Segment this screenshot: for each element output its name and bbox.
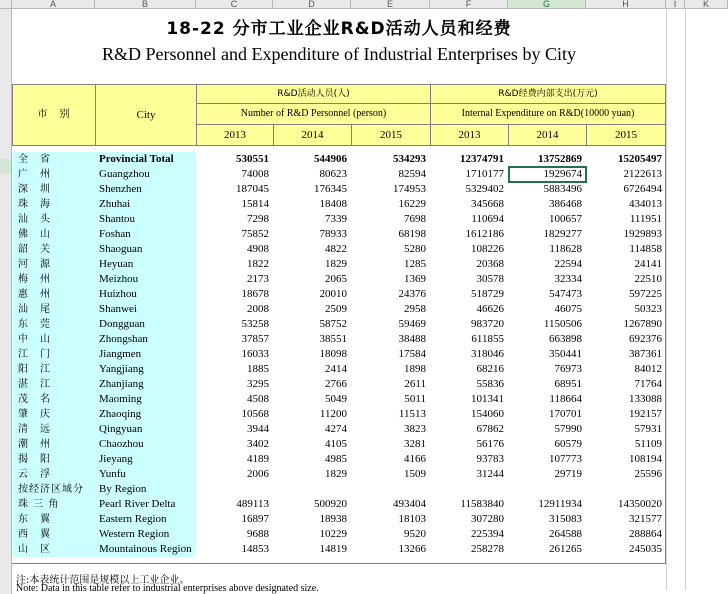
header-year: 2014 [273,124,352,146]
selected-cell[interactable] [508,166,587,183]
data-cell[interactable]: 25596 [634,468,662,480]
table-border [665,84,666,564]
data-cell[interactable]: 11200 [319,408,347,420]
data-cell[interactable]: 1822 [247,258,269,270]
data-cell[interactable]: 4189 [247,453,269,465]
data-cell[interactable]: 170701 [549,408,582,420]
data-cell[interactable]: 547473 [549,288,582,300]
data-cell[interactable]: 386468 [549,198,582,210]
row-header[interactable] [0,429,12,444]
data-cell[interactable]: 5011 [404,393,426,405]
data-cell[interactable]: 1885 [247,363,269,375]
row-name-chinese[interactable]: 潮 州 [12,437,95,452]
row-header[interactable] [0,474,12,489]
data-cell[interactable]: 18408 [319,198,347,210]
data-cell[interactable]: 9520 [404,528,426,540]
data-cell[interactable]: 51109 [634,438,662,450]
data-cell[interactable]: 4985 [325,453,347,465]
data-cell[interactable]: 101341 [471,393,504,405]
data-cell[interactable]: 56176 [476,438,504,450]
data-cell[interactable]: 10568 [241,408,269,420]
row-name-chinese[interactable]: 山 区 [12,542,95,557]
row-header[interactable] [0,339,12,354]
data-cell[interactable]: 7698 [404,213,426,225]
data-cell[interactable]: 18098 [319,348,347,360]
row-header[interactable] [0,324,12,339]
row-name-chinese[interactable]: 梅 州 [12,272,95,287]
data-cell[interactable]: 110694 [471,213,504,225]
data-cell[interactable]: 534293 [393,153,426,165]
data-cell[interactable]: 18938 [319,513,347,525]
row-name-chinese[interactable]: 惠 州 [12,287,95,302]
data-cell[interactable]: 32334 [554,273,582,285]
row-name-english[interactable]: Dongguan [95,317,196,332]
data-cell[interactable] [430,482,508,497]
data-cell[interactable]: 37857 [241,333,269,345]
row-name-chinese[interactable]: 广 州 [12,167,95,182]
row-name-english[interactable]: Chaozhou [95,437,196,452]
row-header[interactable] [0,294,12,309]
row-name-chinese[interactable]: 湛 江 [12,377,95,392]
data-cell[interactable]: 57931 [634,423,662,435]
data-cell[interactable] [586,482,666,497]
row-header[interactable] [0,534,12,549]
data-cell[interactable]: 46075 [554,303,582,315]
row-name-english[interactable]: Maoming [95,392,196,407]
data-cell[interactable]: 544906 [314,153,347,165]
data-cell[interactable]: 14819 [319,543,347,555]
data-cell[interactable]: 108194 [629,453,662,465]
data-cell[interactable]: 2414 [325,363,347,375]
data-cell[interactable]: 14853 [241,543,269,555]
data-cell[interactable]: 67862 [476,423,504,435]
data-cell[interactable]: 68951 [554,378,582,390]
table-title-chinese: 18-22 分市工业企业R&D活动人员和经费 [166,19,512,39]
row-name-chinese[interactable]: 清 远 [12,422,95,437]
data-cell[interactable]: 57990 [554,423,582,435]
header-year: 2014 [508,124,587,146]
data-cell[interactable]: 108226 [471,243,504,255]
data-cell[interactable]: 29719 [554,468,582,480]
row-name-english[interactable]: Shanwei [95,302,196,317]
data-cell[interactable]: 60579 [554,438,582,450]
data-cell[interactable]: 264588 [549,528,582,540]
row-header[interactable] [0,249,12,264]
data-cell[interactable]: 16033 [241,348,269,360]
data-cell[interactable]: 53258 [241,318,269,330]
row-header[interactable] [0,504,12,519]
data-cell[interactable]: 9688 [247,528,269,540]
data-cell[interactable]: 493404 [393,498,426,510]
header-personnel-cn: R&D活动人员(人) [196,84,431,104]
row-name-english[interactable]: Shenzhen [95,182,196,197]
row-name-english[interactable]: Zhuhai [95,197,196,212]
row-name-chinese[interactable]: 珠 海 [12,197,95,212]
data-cell[interactable]: 518729 [471,288,504,300]
column-header-b[interactable]: B [95,0,196,9]
data-cell[interactable]: 489113 [236,498,269,510]
column-header-d[interactable]: D [273,0,351,9]
row-name-chinese[interactable]: 肇 庆 [12,407,95,422]
row-name-chinese[interactable]: 揭 阳 [12,452,95,467]
row-header[interactable] [0,309,12,324]
data-cell[interactable]: 5280 [404,243,426,255]
data-cell[interactable]: 2958 [404,303,426,315]
row-header[interactable] [0,204,12,219]
column-header-f[interactable]: F [430,0,508,9]
row-header[interactable] [0,189,12,204]
data-cell[interactable]: 12374791 [460,153,504,165]
data-cell[interactable]: 2509 [325,303,347,315]
row-header[interactable] [0,354,12,369]
row-name-chinese[interactable]: 韶 关 [12,242,95,257]
row-header[interactable] [0,369,12,384]
data-cell[interactable]: 11583840 [460,498,504,510]
row-name-chinese[interactable]: 中 山 [12,332,95,347]
data-cell[interactable]: 38551 [319,333,347,345]
row-header[interactable] [0,399,12,414]
data-cell[interactable]: 1369 [404,273,426,285]
row-name-chinese[interactable]: 茂 名 [12,392,95,407]
row-header[interactable] [0,564,12,579]
data-cell[interactable]: 5883496 [543,183,582,195]
data-cell[interactable]: 321577 [629,513,662,525]
data-cell[interactable]: 350441 [549,348,582,360]
row-name-english[interactable]: Guangzhou [95,167,196,182]
row-name-english[interactable]: Foshan [95,227,196,242]
row-header[interactable] [0,549,12,564]
row-header[interactable] [0,489,12,504]
row-name-english[interactable]: Heyuan [95,257,196,272]
row-name-chinese[interactable]: 阳 江 [12,362,95,377]
column-header-a[interactable]: A [12,0,95,9]
row-header[interactable] [0,264,12,279]
data-cell[interactable]: 100657 [549,213,582,225]
data-cell[interactable]: 318046 [471,348,504,360]
header-expenditure-en: Internal Expenditure on R&D(10000 yuan) [430,103,666,125]
data-cell[interactable]: 1150506 [543,318,582,330]
data-cell[interactable]: 1612186 [465,228,504,240]
data-cell[interactable]: 118628 [549,243,582,255]
row-name-chinese[interactable]: 按经济区域分 [12,482,95,497]
column-header-k[interactable]: K [685,0,728,9]
data-cell[interactable]: 22594 [554,258,582,270]
data-cell[interactable]: 7339 [325,213,347,225]
row-name-english[interactable]: Shaoguan [95,242,196,257]
row-name-english[interactable]: Yunfu [95,467,196,482]
data-cell[interactable]: 4166 [404,453,426,465]
data-cell[interactable]: 58752 [319,318,347,330]
gridline [666,9,667,590]
table-note-english: Note: Data in this table refer to industrial enterprises above designated size. [16,583,319,594]
data-cell[interactable]: 4822 [325,243,347,255]
data-cell[interactable]: 22510 [634,273,662,285]
data-cell[interactable]: 24141 [634,258,662,270]
header-expenditure-cn: R&D经费内部支出(万元) [430,84,666,104]
row-header[interactable] [0,84,12,99]
row-header[interactable] [0,9,12,24]
column-header-h[interactable]: H [586,0,666,9]
row-name-chinese[interactable]: 深 圳 [12,182,95,197]
data-cell[interactable]: 307280 [471,513,504,525]
data-cell[interactable]: 4908 [247,243,269,255]
data-cell[interactable]: 4508 [247,393,269,405]
data-cell[interactable]: 1829 [325,468,347,480]
data-cell[interactable]: 71764 [634,378,662,390]
data-cell[interactable]: 692376 [629,333,662,345]
data-cell[interactable]: 2122613 [623,168,662,180]
row-header[interactable] [0,234,12,249]
row-name-chinese[interactable]: 汕 尾 [12,302,95,317]
data-cell[interactable]: 1898 [404,363,426,375]
corner-select-all[interactable] [0,0,12,9]
data-cell[interactable]: 17584 [398,348,426,360]
data-cell[interactable]: 434013 [629,198,662,210]
data-cell[interactable]: 187045 [236,183,269,195]
row-header[interactable] [0,279,12,294]
data-cell[interactable]: 387361 [629,348,662,360]
data-cell[interactable]: 46626 [476,303,504,315]
row-header[interactable] [0,114,12,129]
data-cell[interactable]: 1267890 [623,318,662,330]
data-cell[interactable]: 1710177 [465,168,504,180]
data-cell[interactable]: 315083 [549,513,582,525]
data-cell[interactable]: 663898 [549,333,582,345]
row-name-english[interactable]: Provincial Total [95,152,196,167]
row-name-chinese[interactable]: 河 源 [12,257,95,272]
data-cell[interactable]: 14350020 [618,498,662,510]
row-name-chinese[interactable]: 云 浮 [12,467,95,482]
data-cell[interactable]: 245035 [629,543,662,555]
data-cell[interactable]: 78933 [319,228,347,240]
data-cell[interactable]: 80623 [319,168,347,180]
data-cell[interactable]: 20010 [319,288,347,300]
table-border [12,563,666,564]
data-cell[interactable]: 15205497 [618,153,662,165]
data-cell[interactable]: 500920 [314,498,347,510]
data-cell[interactable] [196,482,273,497]
data-cell[interactable]: 2006 [247,468,269,480]
data-cell[interactable]: 111951 [629,213,662,225]
header-city-cn: 市 别 [12,84,96,146]
data-cell[interactable]: 20368 [476,258,504,270]
data-cell[interactable]: 3281 [404,438,426,450]
header-year: 2013 [196,124,274,146]
row-header[interactable] [0,99,12,114]
data-cell[interactable]: 1829277 [543,228,582,240]
header-year: 2013 [430,124,509,146]
column-header-c[interactable]: C [196,0,273,9]
data-cell[interactable]: 1285 [404,258,426,270]
data-cell[interactable]: 3944 [247,423,269,435]
row-name-english[interactable]: Yangjiang [95,362,196,377]
data-cell[interactable]: 288864 [629,528,662,540]
data-cell[interactable]: 1829 [325,258,347,270]
row-header[interactable] [0,54,12,69]
data-cell[interactable]: 983720 [471,318,504,330]
row-name-english[interactable]: Qingyuan [95,422,196,437]
row-header[interactable] [0,159,12,174]
data-cell[interactable]: 31244 [476,468,504,480]
row-name-chinese[interactable]: 江 门 [12,347,95,362]
data-cell[interactable]: 7298 [247,213,269,225]
data-cell[interactable]: 50323 [634,303,662,315]
row-header[interactable] [0,444,12,459]
data-cell[interactable]: 6726494 [623,183,662,195]
row-name-english[interactable]: Shantou [95,212,196,227]
row-header[interactable] [0,219,12,234]
data-cell[interactable]: 2766 [325,378,347,390]
data-cell[interactable]: 13752869 [538,153,582,165]
data-cell[interactable]: 1509 [404,468,426,480]
data-cell[interactable]: 16229 [398,198,426,210]
row-name-english[interactable]: Zhongshan [95,332,196,347]
row-header[interactable] [0,459,12,474]
data-cell[interactable]: 1929674 [543,168,582,180]
data-cell[interactable]: 15814 [241,198,269,210]
row-name-english[interactable]: Eastern Region [95,512,196,527]
data-cell[interactable]: 114858 [629,243,662,255]
table-note-chinese: 注:本表统计范围是规模以上工业企业。 [16,575,190,586]
data-cell[interactable]: 133088 [629,393,662,405]
data-cell[interactable]: 261265 [549,543,582,555]
data-cell[interactable]: 10229 [319,528,347,540]
row-header[interactable] [0,39,12,54]
row-header[interactable] [0,384,12,399]
data-cell[interactable]: 11513 [398,408,426,420]
data-cell[interactable]: 5049 [325,393,347,405]
data-cell[interactable]: 74008 [241,168,269,180]
data-cell[interactable]: 258278 [471,543,504,555]
data-cell[interactable]: 93783 [476,453,504,465]
row-name-english[interactable]: Meizhou [95,272,196,287]
row-name-chinese[interactable]: 珠 三 角 [12,497,95,512]
data-cell[interactable]: 611855 [471,333,504,345]
row-header[interactable] [0,174,12,189]
header-city-en: City [95,84,197,146]
data-cell[interactable]: 59469 [398,318,426,330]
row-name-chinese[interactable]: 汕 头 [12,212,95,227]
data-cell[interactable] [351,482,430,497]
data-cell[interactable]: 82594 [398,168,426,180]
data-cell[interactable]: 75852 [241,228,269,240]
header-year: 2015 [586,124,666,146]
column-header-e[interactable]: E [351,0,430,9]
row-name-english[interactable]: Zhaoqing [95,407,196,422]
data-cell[interactable]: 4274 [325,423,347,435]
data-cell[interactable]: 2065 [325,273,347,285]
data-cell[interactable]: 30578 [476,273,504,285]
row-header[interactable] [0,24,12,39]
data-cell[interactable]: 225394 [471,528,504,540]
data-cell[interactable]: 76973 [554,363,582,375]
header-year: 2015 [351,124,431,146]
data-cell[interactable]: 2173 [247,273,269,285]
data-cell[interactable]: 345668 [471,198,504,210]
data-cell[interactable]: 5329402 [465,183,504,195]
data-cell[interactable]: 2008 [247,303,269,315]
row-header[interactable] [0,519,12,534]
data-cell[interactable]: 68198 [398,228,426,240]
column-header-i[interactable]: I [666,0,685,9]
data-cell[interactable]: 68216 [476,363,504,375]
data-cell[interactable]: 3823 [404,423,426,435]
data-cell[interactable]: 4105 [325,438,347,450]
row-header[interactable] [0,144,12,159]
row-name-english[interactable]: Mountainous Region [95,542,196,557]
data-cell[interactable]: 16897 [241,513,269,525]
data-cell[interactable]: 3402 [247,438,269,450]
data-cell[interactable]: 174953 [393,183,426,195]
table-title-english: R&D Personnel and Expenditure of Industrial Enterprises by City [102,44,576,64]
data-cell[interactable]: 192157 [629,408,662,420]
data-cell[interactable]: 3295 [247,378,269,390]
data-cell[interactable]: 107773 [549,453,582,465]
row-header[interactable] [0,414,12,429]
row-header[interactable] [0,69,12,84]
data-cell[interactable]: 176345 [314,183,347,195]
data-cell[interactable] [508,482,586,497]
data-cell[interactable]: 24376 [398,288,426,300]
row-name-chinese[interactable]: 全 省 [12,152,95,167]
data-cell[interactable]: 18678 [241,288,269,300]
data-cell[interactable]: 12911934 [538,498,582,510]
data-cell[interactable]: 154060 [471,408,504,420]
data-cell[interactable]: 530551 [236,153,269,165]
column-header-g[interactable]: G [508,0,586,9]
row-name-english[interactable]: Pearl River Delta [95,497,196,512]
data-cell[interactable]: 38488 [398,333,426,345]
row-name-chinese[interactable]: 东 翼 [12,512,95,527]
row-name-chinese[interactable]: 东 莞 [12,317,95,332]
gridline [685,9,686,590]
row-header[interactable] [0,579,12,594]
data-cell[interactable]: 18103 [398,513,426,525]
row-name-english[interactable]: Western Region [95,527,196,542]
data-cell[interactable]: 55836 [476,378,504,390]
row-name-english[interactable]: Jiangmen [95,347,196,362]
row-header[interactable] [0,129,12,144]
row-name-chinese[interactable]: 佛 山 [12,227,95,242]
data-cell[interactable]: 84012 [634,363,662,375]
row-name-english[interactable]: Jieyang [95,452,196,467]
data-cell[interactable]: 1929893 [623,228,662,240]
data-cell[interactable]: 2611 [404,378,426,390]
data-cell[interactable]: 118664 [549,393,582,405]
data-cell[interactable] [273,482,351,497]
row-name-english[interactable]: Zhanjiang [95,377,196,392]
header-personnel-en: Number of R&D Personnel (person) [196,103,431,125]
row-name-chinese[interactable]: 西 翼 [12,527,95,542]
data-cell[interactable]: 597225 [629,288,662,300]
data-cell[interactable]: 13266 [398,543,426,555]
row-name-english[interactable]: By Region [95,482,196,497]
row-name-english[interactable]: Huizhou [95,287,196,302]
